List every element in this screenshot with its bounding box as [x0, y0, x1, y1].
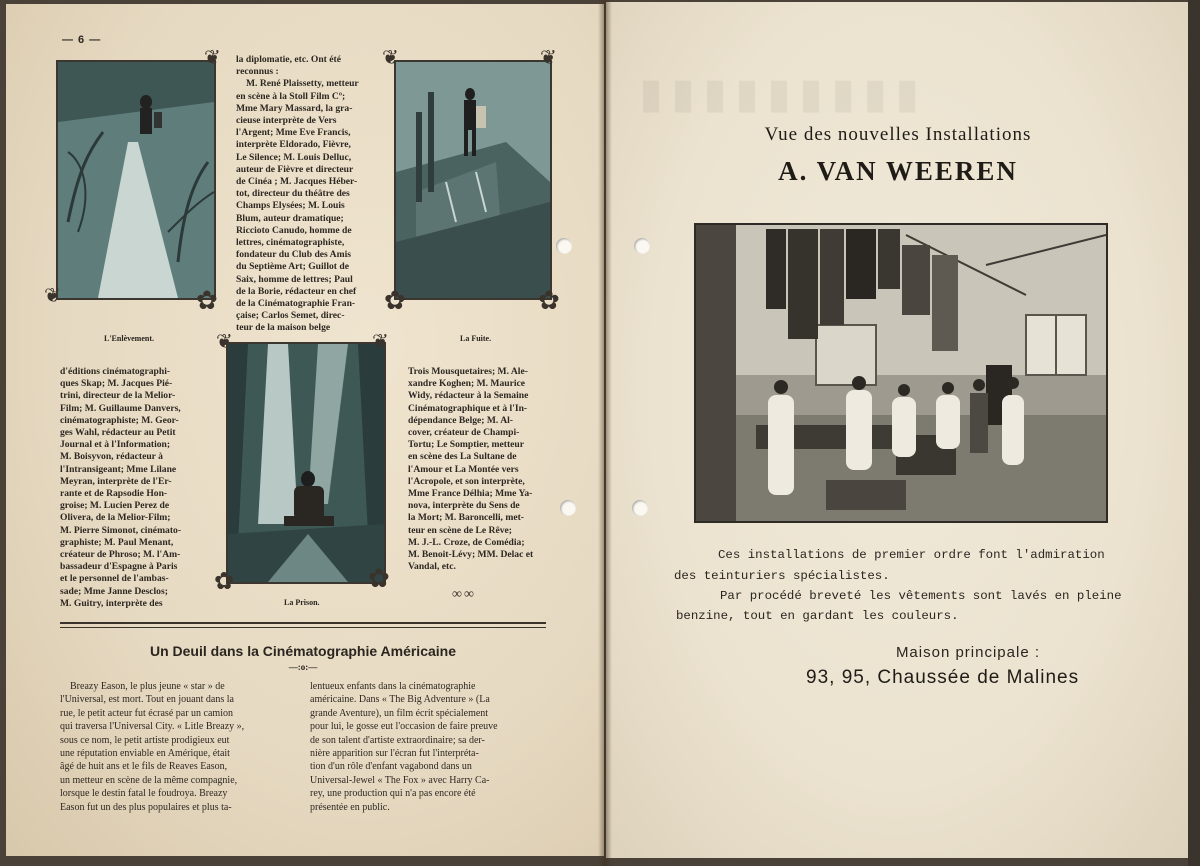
photo-lenlevement [56, 60, 216, 300]
column-line: la Mort; M. Baroncelli, met- [408, 512, 524, 524]
column-line: d'éditions cinématographi- [60, 366, 171, 377]
column-line: M. J.-L. Croze, de Comédia; [408, 536, 525, 548]
laundry-workshop-photo [696, 225, 1106, 521]
article-line: tion d'un rôle d'enfant vagabond dans un [310, 761, 472, 773]
column-line: ques Skap; M. Jacques Pié- [60, 378, 173, 390]
column-line: trini, directeur de la Melior- [60, 390, 176, 402]
column-line: auteur de Fièvre et directeur [236, 163, 354, 175]
ad-photo [694, 223, 1108, 523]
column-line: cinématographiste; M. Geor- [60, 414, 179, 426]
column-line: Film; M. Guillaume Danvers, [60, 402, 181, 414]
column-line: Vandal, etc. [408, 561, 456, 573]
column-line: Journal et à l'Information; [60, 439, 171, 451]
column-line: Blum, auteur dramatique; [236, 212, 344, 224]
ad-body-line3: Par procédé breveté les vêtements sont lavés en pleine [720, 589, 1122, 603]
article-line: un metteur en scène de la même compagnie, [60, 774, 238, 786]
column-line: lettres, cinématographiste, [236, 237, 345, 249]
article-separator: —:o:— [288, 662, 318, 672]
article-line: rue, le petit acteur fut écrasé par un camion [60, 707, 233, 719]
column-line: groise; M. Lucien Perez de [60, 500, 170, 512]
binder-hole [632, 500, 648, 516]
article-line: américaine. Dans « The Big Adventure » (La [310, 694, 490, 706]
caption-la-fuite: La Fuite. [460, 334, 492, 343]
column-line: Cinématographique et à l'In- [408, 402, 528, 414]
column-line: créateur de Phroso; M. l'Am- [60, 549, 181, 561]
ornament-icon: ✿ [368, 564, 390, 593]
column-line: graphiste; M. Paul Menant, [60, 536, 174, 548]
photo-la-prison [226, 342, 386, 584]
binder-hole [556, 238, 572, 254]
article-line: nière apparition sur l'écran fut l'interpréta- [310, 748, 479, 760]
column-line: reconnus : [236, 66, 279, 78]
column-line: dépendance Belge; M. Al- [408, 414, 513, 426]
ad-maison-label: Maison principale : [895, 644, 1040, 661]
text-column-right [408, 366, 548, 573]
column-line: M. Pierre Simonot, cinémato- [60, 524, 182, 536]
column-line: Riccioto Canudo, homme de [236, 224, 352, 236]
column-line: en scène à la Stoll Film Cº; [236, 90, 346, 102]
column-line: teur de la maison belge [236, 322, 331, 334]
ornament-icon: ✿ [384, 286, 406, 315]
column-line: Champs Elysées; M. Louis [236, 200, 345, 212]
binder-hole [560, 500, 576, 516]
column-line: teur en scène de Le Rêve; [408, 524, 512, 536]
article-line: de son talent d'artiste extraordinaire; sa der- [310, 734, 485, 746]
ornament-icon: ❦ [372, 331, 389, 353]
article-line: Eason fut un des plus populaires et plus ta- [60, 801, 232, 813]
article-line: grande Aventure), un film écrit spécialement [310, 707, 489, 719]
article-line: présentée en public. [310, 801, 390, 813]
article-line: l'Universal, est mort. Tout en jouant dans la [60, 694, 234, 706]
column-line: Saix, homme de lettres; Paul [236, 273, 353, 285]
photo-lenlevement-image [58, 62, 214, 298]
article-column-2 [310, 680, 548, 814]
column-line: cieuse interprète de Vers [236, 115, 337, 127]
caption-la-prison: La Prison. [284, 598, 320, 607]
article-column-1 [60, 680, 296, 814]
column-line: et le personnel de l'ambas- [60, 573, 169, 585]
article-line: Universal-Jewel « The Fox » avec Harry Ca- [310, 774, 490, 786]
ornament-icon: ❦ [540, 47, 557, 69]
column-line: cover, créateur de Champi- [408, 427, 520, 439]
column-line: la diplomatie, etc. Ont été [236, 54, 341, 65]
column-line: M. Boisyvon, rédacteur à [60, 451, 163, 463]
article-rule-thin [60, 627, 546, 628]
article-line: qui traversa l'Universal City. « Litle Breazy », [60, 721, 245, 733]
column-line: sade; Mme Janne Desclos; [60, 585, 168, 597]
column-line: Widy, rédacteur à la Semaine [408, 390, 529, 402]
column-line: ges Wahl, rédacteur au Petit [60, 427, 176, 439]
column-line: Olivera, de la Melior-Film; [60, 512, 171, 524]
column-line: Tortu; Le Somptier, metteur [408, 439, 524, 451]
column-line: l'Intransigeant; Mme Lilane [60, 463, 177, 475]
column-line: Meyran, interprète de l'Er- [60, 475, 172, 487]
column-line: Le Silence; M. Louis Delluc, [236, 151, 352, 163]
column-line: l'Amour et La Montée vers [408, 463, 519, 475]
photo-la-fuite [394, 60, 552, 300]
article-line: une réputation enviable en Amérique, était [60, 748, 230, 760]
article-title: Un Deuil dans la Cinématographie Américaine [149, 643, 456, 659]
ad-heading-company: A. VAN WEEREN [778, 156, 1018, 186]
column-line: xandre Koghen; M. Maurice [408, 378, 526, 390]
column-line: en scène des La Sultane de [408, 451, 517, 463]
column-line: du Septième Art; Guillot de [236, 261, 349, 273]
ad-heading-line1: Vue des nouvelles Installations [764, 124, 1032, 145]
column-line: de la Cinématographie Fran- [236, 298, 356, 310]
column-line: fondateur du Club des Amis [236, 249, 351, 261]
article-line: lorsque le destin fatal le foudroya. Breazy [60, 788, 228, 800]
ornament-icon: ❦ [382, 47, 399, 69]
ornament-icon: ✿ [538, 286, 560, 315]
photo-la-prison-image [228, 344, 384, 582]
column-line: l'Argent; Mme Eve Francis, [236, 127, 351, 139]
column-line: interprète Eldorado, Fièvre, [236, 139, 351, 151]
article-line: pour lui, le gosse eut l'occasion de faire preuve [310, 721, 498, 733]
ad-body-line4: benzine, tout en gardant les couleurs. [676, 609, 959, 623]
page-number: — 6 — [62, 34, 102, 46]
ornament-icon: ❦ [204, 47, 221, 69]
column-line: Mme France Délhia; Mme Ya- [408, 488, 533, 500]
ornament-icon: ∞∞ [452, 587, 476, 602]
column-line: rante et de Rapsodie Hon- [60, 488, 168, 500]
article-line: lentueux enfants dans la cinématographie [310, 681, 476, 692]
ornament-icon: ✿ [196, 286, 218, 315]
column-line: de la Borie, rédacteur en chef [236, 285, 357, 297]
show-through-shadow: ▮▮▮▮▮▮▮▮▮ [640, 71, 929, 116]
column-line: M. René Plaissetty, metteur [246, 78, 359, 90]
ad-address: 93, 95, Chaussée de Malines [806, 667, 1080, 688]
binder-hole [634, 238, 650, 254]
column-line: Trois Mousquetaires; M. Ale- [408, 366, 528, 377]
article-line: âgé de huit ans et le fils de Reaves Eason, [60, 761, 228, 773]
column-line: de Cinéa ; M. Jacques Héber- [236, 176, 358, 188]
ornament-icon: ❦ [44, 285, 61, 307]
column-line: l'Acropole, et son interprète, [408, 475, 525, 487]
column-line: çaise; Carlos Semet, direc- [236, 310, 345, 322]
text-column-left [60, 366, 202, 610]
article-line: sous ce nom, le petit artiste prodigieux eut [60, 734, 230, 746]
ornament-icon: ❦ [216, 331, 233, 353]
article-line: Breazy Eason, le plus jeune « star » de [70, 681, 225, 692]
column-line: Mme Mary Massard, la gra- [236, 102, 353, 114]
column-line: tot, directeur du théâtre des [236, 188, 350, 200]
ad-body-line2: des teinturiers spécialistes. [674, 569, 890, 583]
column-line: bassadeur d'Espagne à Paris [60, 561, 178, 573]
photo-la-fuite-image [396, 62, 550, 298]
ad-body-line1: Ces installations de premier ordre font l'admiration [718, 548, 1105, 562]
article-line: rey, une production qui n'a pas encore été [310, 788, 476, 800]
article-rule [60, 622, 546, 624]
column-line: nova, interprète du Sens de [408, 500, 520, 512]
text-column-top [236, 54, 380, 335]
column-line: M. Benoit-Lévy; MM. Delac et [408, 549, 534, 561]
caption-lenlevement: L'Enlèvement. [104, 334, 154, 343]
ornament-icon: ✿ [214, 569, 235, 595]
column-line: M. Guitry, interprète des [60, 597, 163, 609]
